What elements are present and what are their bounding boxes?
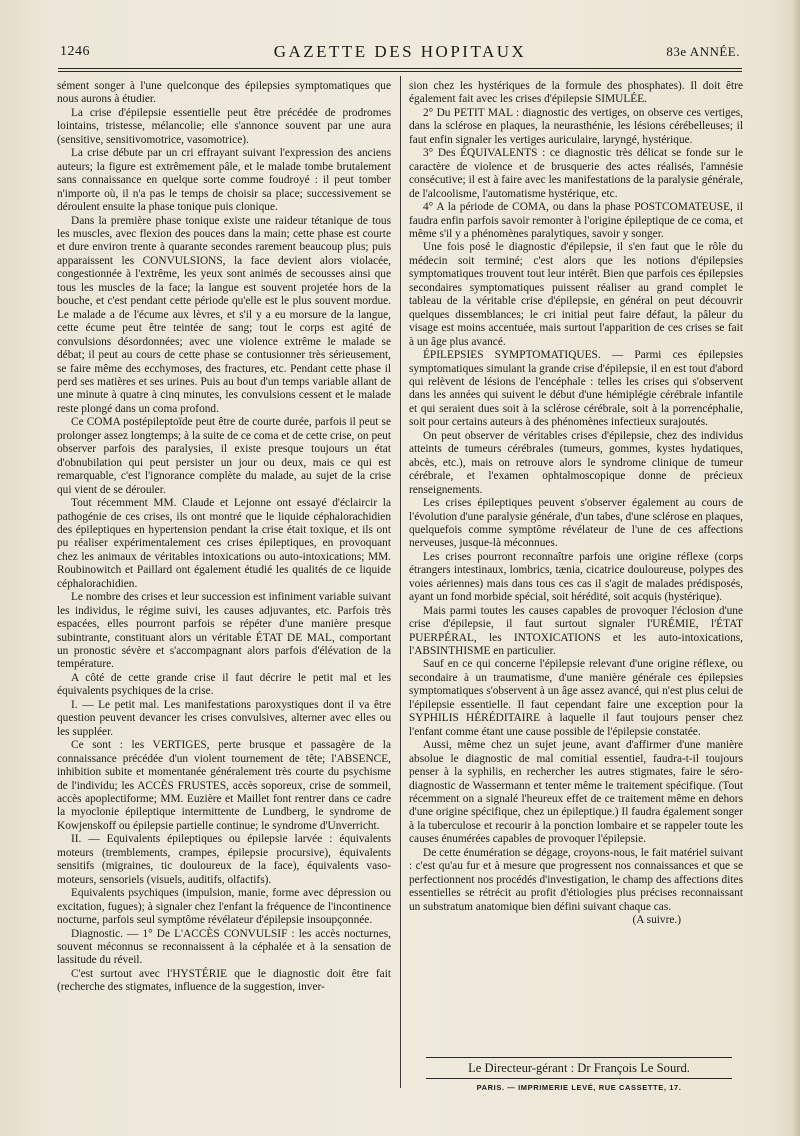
paragraph: Le nombre des crises et leur succession est infiniment variable suivant les individus, le régime suivi, les causes adjuvantes, etc. Parfois très espacées, elles pourront parfois se répéter d'une manière presque subintrante, constituant alors un véritable ÉTAT DE MAL, comportant un pronostic sévère et s'accompagnant alors parfois d'élévation de la température. [57, 591, 391, 671]
paragraph: Aussi, même chez un sujet jeune, avant d'affirmer d'une manière absolue le diagnostic de mal comitial essentiel, faudra-t-il toujours penser à la syphilis, en rechercher les autres stigmates, faire le séro-diagnostic de Wassermann et tenter même le traitement spécifique. (Tout récemment on a signalé l'heureux effet de ce traitement même en dehors d'une origine spécifique, chez un épileptique.) Il faudra également songer à la tuberculose et recourir à la ponction lombaire et se rappeler toute les causes énumérées capables de provoquer l'épilepsie. [409, 739, 743, 846]
paragraph: ÉPILEPSIES SYMPTOMATIQUES. — Parmi ces épilepsies symptomatiques simulant la grande crise d'épilepsie, il en est tout d'abord qui relèvent de lésions de l'encéphale : telles les crises qui s'observent dans les années qui suivent le début d'une hémiplégie cérébrale infantile et qui seraient dues soit à la sclérose cérébrale, soit à la porrencéphalie, soit pour certains auteurs à des phénomènes infectieux surajoutés. [409, 349, 743, 429]
year-label: 83e ANNÉE. [666, 44, 740, 59]
paragraph: 3° Des ÉQUIVALENTS : ce diagnostic très délicat se fonde sur le caractère de violence et de brusquerie des actes réalisés, l'amnésie consécutive; il est à faire avec les manifestations de la paralysie générale, de l'alcoolisme, l'automatisme hystérique, etc. [409, 147, 743, 200]
paragraph: Equivalents psychiques (impulsion, manie, forme avec dépression ou excitation, fugues); à signaler chez l'enfant la fréquence de l'incontinence nocturne, parfois seul symptôme révélateur d'épilepsie insoupçonnée. [57, 887, 391, 927]
paragraph: La crise d'épilepsie essentielle peut être précédée de prodromes lointains, tristesse, mélancolie; elle s'annonce souvent par une aura (sensitive, sensitivomotrice, vasomotrice). [57, 106, 391, 146]
page-number: 1246 [60, 44, 90, 59]
left-column [57, 80, 391, 995]
paragraph: Une fois posé le diagnostic d'épilepsie, il s'en faut que le rôle du médecin soit terminé; c'est alors que les notions d'épilepsies symptomatiques trouvent tout leur intérêt. Bien que parfois ces épilepsies secondaires symptomatiques puissent réaliser au grand complet le tableau de la véritable crise d'épilepsie, en général on peut découvrir quelques dissemblances; le cri initial peut faire défaut, la pâleur du visage est moins accentuée, mais surtout l'apparition de ces crises se fait à un âge plus avancé. [409, 241, 743, 348]
paragraph: On peut observer de véritables crises d'épilepsie, chez des individus atteints de tumeurs cérébrales (tumeurs, gommes, kystes hydatiques, abcès, etc.), mais on retrouve alors le syndrome clinique de tumeur cérébrale, et l'examen ophtalmoscopique donne de précieux renseignements. [409, 429, 743, 496]
paragraph: La crise débute par un cri effrayant suivant l'expression des anciens auteurs; la figure est extrêmement pâle, et le malade tombe brutalement sans connaissance en quelque sorte comme foudroyé : il peut tomber n'importe où, il n'a pas le temps de choisir sa place; successivement se déroulent ensuite la phase tonique puis clonique. [57, 147, 391, 214]
paragraph: Sauf en ce qui concerne l'épilepsie relevant d'une origine réflexe, ou secondaire à un traumatisme, d'une manière générale ces épilepsies symptomatiques s'observent à un âge assez avancé, qui n'est plus celui de l'épilepsie essentielle. Il faut cependant faire une exception pour la SYPHILIS HÉRÉDITAIRE à laquelle il faut toujours penser chez l'enfant comme étant une cause possible de l'épilepsie constatée. [409, 658, 743, 738]
paragraph: Mais parmi toutes les causes capables de provoquer l'éclosion d'une crise d'épilepsie, il faut surtout signaler l'URÉMIE, l'ÉTAT PUERPÉRAL, les INTOXICATIONS et les auto-intoxications, l'ABSINTHISME en particulier. [409, 604, 743, 658]
journal-title: GAZETTE DES HOPITAUX [273, 42, 527, 61]
page-edge [794, 0, 800, 1136]
paragraph: Dans la première phase tonique existe une raideur tétanique de tous les muscles, avec flexion des pouces dans la main; cette phase est courte et dure environ trente à quarante secondes rarement beaucoup plus; puis apparaissent les CONVULSIONS, la face devient alors violacée, congestionnée à l'extrême, les yeux sont animés de secousses ainsi que tous les muscles de la face; la langue est souvent projetée hors de la bouche, et c'est pendant cette période qu'elle est le plus souvent mordue. Le malade a de l'écume aux lèvres, et s'il y a eu morsure de la langue, cette écume peut être teintée de sang; tout le corps est agité de convulsions désordonnées; avec une violence extrême le malade se débat; il peut au cours de cette phase se contusionner très sérieusement, se faire même des ecchymoses, des fractures, etc. Pendant cette phase il perd ses matières et ses urines. Puis au bout d'un temps variable allant de une minute à quatre à cinq minutes, les convulsions cessent et le malade reste plongé dans un coma profond. [57, 214, 391, 415]
column-divider [400, 76, 401, 1088]
paragraph: sion chez les hystériques de la formule des phosphates). Il doit être également fait avec les crises d'épilepsie SIMULÉE. [409, 80, 743, 106]
paragraph: De cette énumération se dégage, croyons-nous, le fait matériel suivant : c'est qu'au fur et à mesure que progressent nos connaissances et que se perfectionnent nos procédés d'investigation, le champ des affections dites essentielles se rétrécit au profit d'étiologies plus précises reconnaissant un substratum anatomique bien défini suivant chaque cas. [409, 846, 743, 913]
to-be-continued: (A suivre.) [632, 914, 681, 927]
paragraph: Diagnostic. — 1° De L'ACCÈS CONVULSIF : les accès nocturnes, souvent méconnus se reconnaissent à la céphalée et à la sensation de lassitude du réveil. [57, 927, 391, 967]
paragraph: Ce sont : les VERTIGES, perte brusque et passagère de la connaissance précédée d'un violent tournement de tête; l'ABSENCE, inhibition subite et momentanée généralement très courte du psychisme de l'individu; les ACCÈS FRUSTES, accès soporeux, crise de sommeil, accès apoplectiforme; MM. Euzière et Maillet font rentrer dans ce cadre la myoclonie épileptique intermittente de Lundberg, le syndrome de Kowjenskoff ou épilepsie partielle continue; le syndrome d'Unverricht. [57, 739, 391, 832]
header-rule [58, 68, 742, 72]
director-signature: Le Directeur-gérant : Dr François Le Sourd. [426, 1057, 732, 1079]
printer-imprint: PARIS. — IMPRIMERIE LEVÉ, RUE CASSETTE, 17. [476, 1083, 682, 1092]
paragraph: Les crises épileptiques peuvent s'observer également au cours de l'évolution d'une paralysie générale, d'un tabes, d'une sclérose en plaques, quelquefois comme symptôme révélateur de l'une de ces affections nerveuses, jusque-là méconnues. [409, 497, 743, 550]
right-column [409, 80, 743, 928]
paragraph: Ce COMA postépileptoïde peut être de courte durée, parfois il peut se prolonger assez longtemps; à la suite de ce coma et de cette crise, on peut observer parfois des paralysies, il existe presque toujours un état d'obnubilation qui peut persister un jour ou deux, mais ce qui est remarquable, c'est l'ignorance complète du malade, au sujet de la crise qui vient de se dérouler. [57, 416, 391, 496]
paragraph: I. — Le petit mal. Les manifestations paroxystiques dont il va être question peuvent devancer les crises convulsives, alterner avec elles ou les suppléer. [57, 698, 391, 738]
paragraph: II. — Equivalents épileptiques ou épilepsie larvée : équivalents moteurs (tremblements, crampes, épilepsie procursive), équivalents sensitifs (migraines, tic douloureux de la face), équivalents vaso-moteurs, sensoriels (visuels, auditifs, olfactifs). [57, 833, 391, 886]
paragraph: 4° A la période de COMA, ou dans la phase POSTCOMATEUSE, il faudra enfin parfois savoir remonter à l'origine épileptique de ce coma, et même s'il y a phénomènes paralytiques, savoir y songer. [409, 201, 743, 240]
page-header [60, 42, 740, 64]
paragraph: sément songer à l'une quelconque des épilepsies symptomatiques que nous aurons à étudier. [57, 80, 391, 106]
paragraph: A côté de cette grande crise il faut décrire le petit mal et les équivalents psychiques de la crise. [57, 671, 391, 698]
paragraph: C'est surtout avec l'HYSTÉRIE que le diagnostic doit être fait (recherche des stigmates, influence de la suggestion, inver- [57, 967, 391, 994]
paragraph: Les crises pourront reconnaître parfois une origine réflexe (corps étrangers intestinaux, lombrics, tænia, cicatrice douloureuse, polypes des voies aériennes) mais dans tous ces cas il s'agit de malades prédisposés, ayant un fond morbide spécial, soit hérédité, soit acquis (hystérique). [409, 550, 743, 604]
paragraph: 2° Du PETIT MAL : diagnostic des vertiges, on observe ces vertiges, dans la sclérose en plaques, la neurasthénie, les lésions cérébelleuses; il faut enfin signaler les vertiges auriculaire, laryngé, hystérique. [409, 106, 743, 146]
paragraph: Tout récemment MM. Claude et Lejonne ont essayé d'éclaircir la pathogénie de ces crises, ils ont montré que le liquide céphalorachidien des épileptiques en hypertension pendant la crise était toxique, et ils ont pu réaliser expérimentalement ces crises épileptiques, en provoquant chez les animaux de véritables intoxications ou auto-intoxications; MM. Roubinowitch et Paillard ont également étudié les qualités de ce liquide céphalorachidien. [57, 497, 391, 590]
